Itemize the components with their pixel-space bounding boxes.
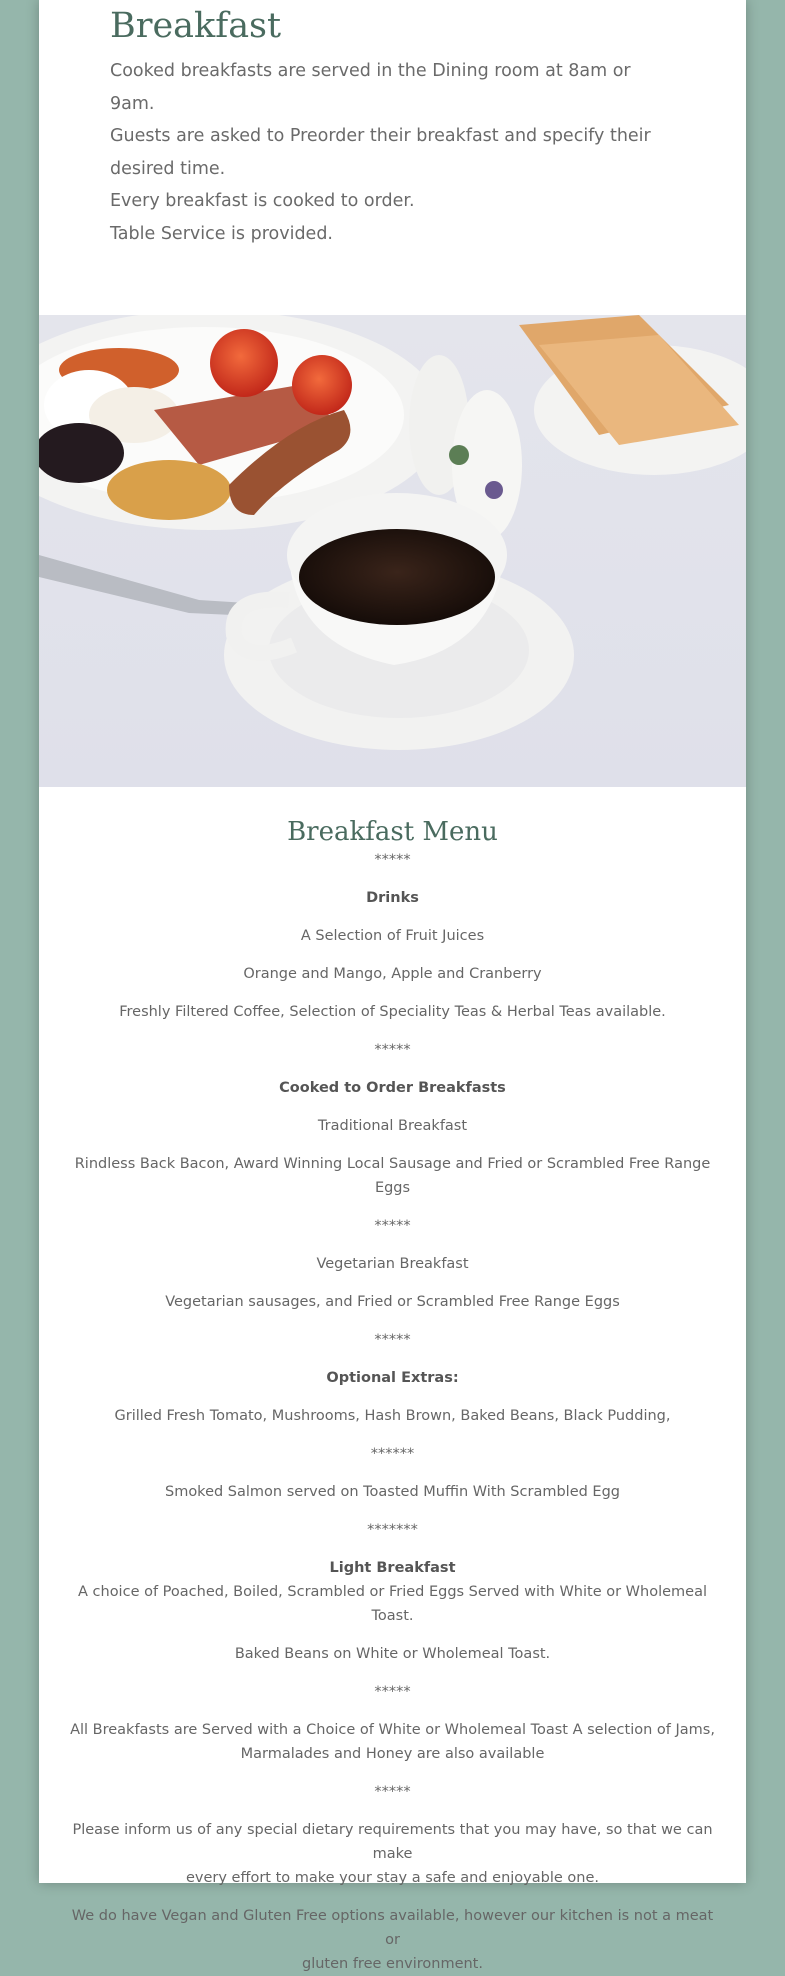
separator: ****** [370,1446,415,1462]
vegan-note: gluten free environment. [302,1956,483,1972]
menu-item: Orange and Mango, Apple and Cranberry [243,966,542,982]
menu-item: Traditional Breakfast [317,1118,468,1134]
separator: ***** [374,1684,411,1700]
separator: ***** [374,1218,411,1234]
menu-item: Freshly Filtered Coffee, Selection of Speciality Teas & Herbal Teas available. [119,1004,666,1020]
separator: ***** [374,852,411,868]
intro-line: Guests are asked to Preorder their breakfast and specify their [110,126,651,146]
menu-item: Vegetarian sausages, and Fried or Scrambled Free Range Eggs [165,1294,620,1310]
breakfast-photo [39,315,746,787]
breakfast-menu [69,812,716,1976]
page-title: Breakfast [110,6,282,46]
separator: ******* [367,1522,418,1538]
intro-section [110,0,670,250]
menu-item: Baked Beans on White or Wholemeal Toast. [234,1646,551,1662]
menu-item: Smoked Salmon served on Toasted Muffin With Scrambled Egg [164,1484,620,1500]
menu-item: Rindless Back Bacon, Award Winning Local Sausage and Fried or Scrambled Free Range Eggs [74,1156,711,1196]
intro-line: Every breakfast is cooked to order. [110,191,415,211]
intro-line: desired time. [110,158,226,179]
separator: ***** [374,1784,411,1800]
menu-item: A choice of Poached, Boiled, Scrambled or Fried Eggs Served with White or Wholemeal Toast. [78,1584,707,1624]
dietary-note: every effort to make your stay a safe and enjoyable one. [185,1870,600,1886]
intro-line: Table Service is provided. [110,223,333,244]
separator: ***** [374,1332,411,1348]
light-heading: Light Breakfast [329,1560,456,1576]
vegan-note: We do have Vegan and Gluten Free options available, however our kitchen is not a meat or [71,1908,714,1948]
separator: ***** [374,1042,411,1058]
content-page [39,0,746,1972]
drinks-heading: Drinks [366,890,419,906]
menu-item: A Selection of Fruit Juices [300,928,485,944]
menu-title: Breakfast Menu [287,817,498,847]
menu-note: Marmalades and Honey are also available [240,1746,545,1762]
menu-item: Vegetarian Breakfast [316,1256,469,1272]
cooked-heading: Cooked to Order Breakfasts [279,1080,506,1096]
dietary-note: Please inform us of any special dietary requirements that you may have, so that we can make [72,1822,713,1862]
extras-heading: Optional Extras: [326,1370,459,1386]
menu-item: Grilled Fresh Tomato, Mushrooms, Hash Brown, Baked Beans, Black Pudding, [114,1408,671,1424]
intro-line: Cooked breakfasts are served in the Dining room at 8am or 9am. [110,61,631,114]
menu-note: All Breakfasts are Served with a Choice of White or Wholemeal Toast A selection of Jams, [70,1722,715,1738]
